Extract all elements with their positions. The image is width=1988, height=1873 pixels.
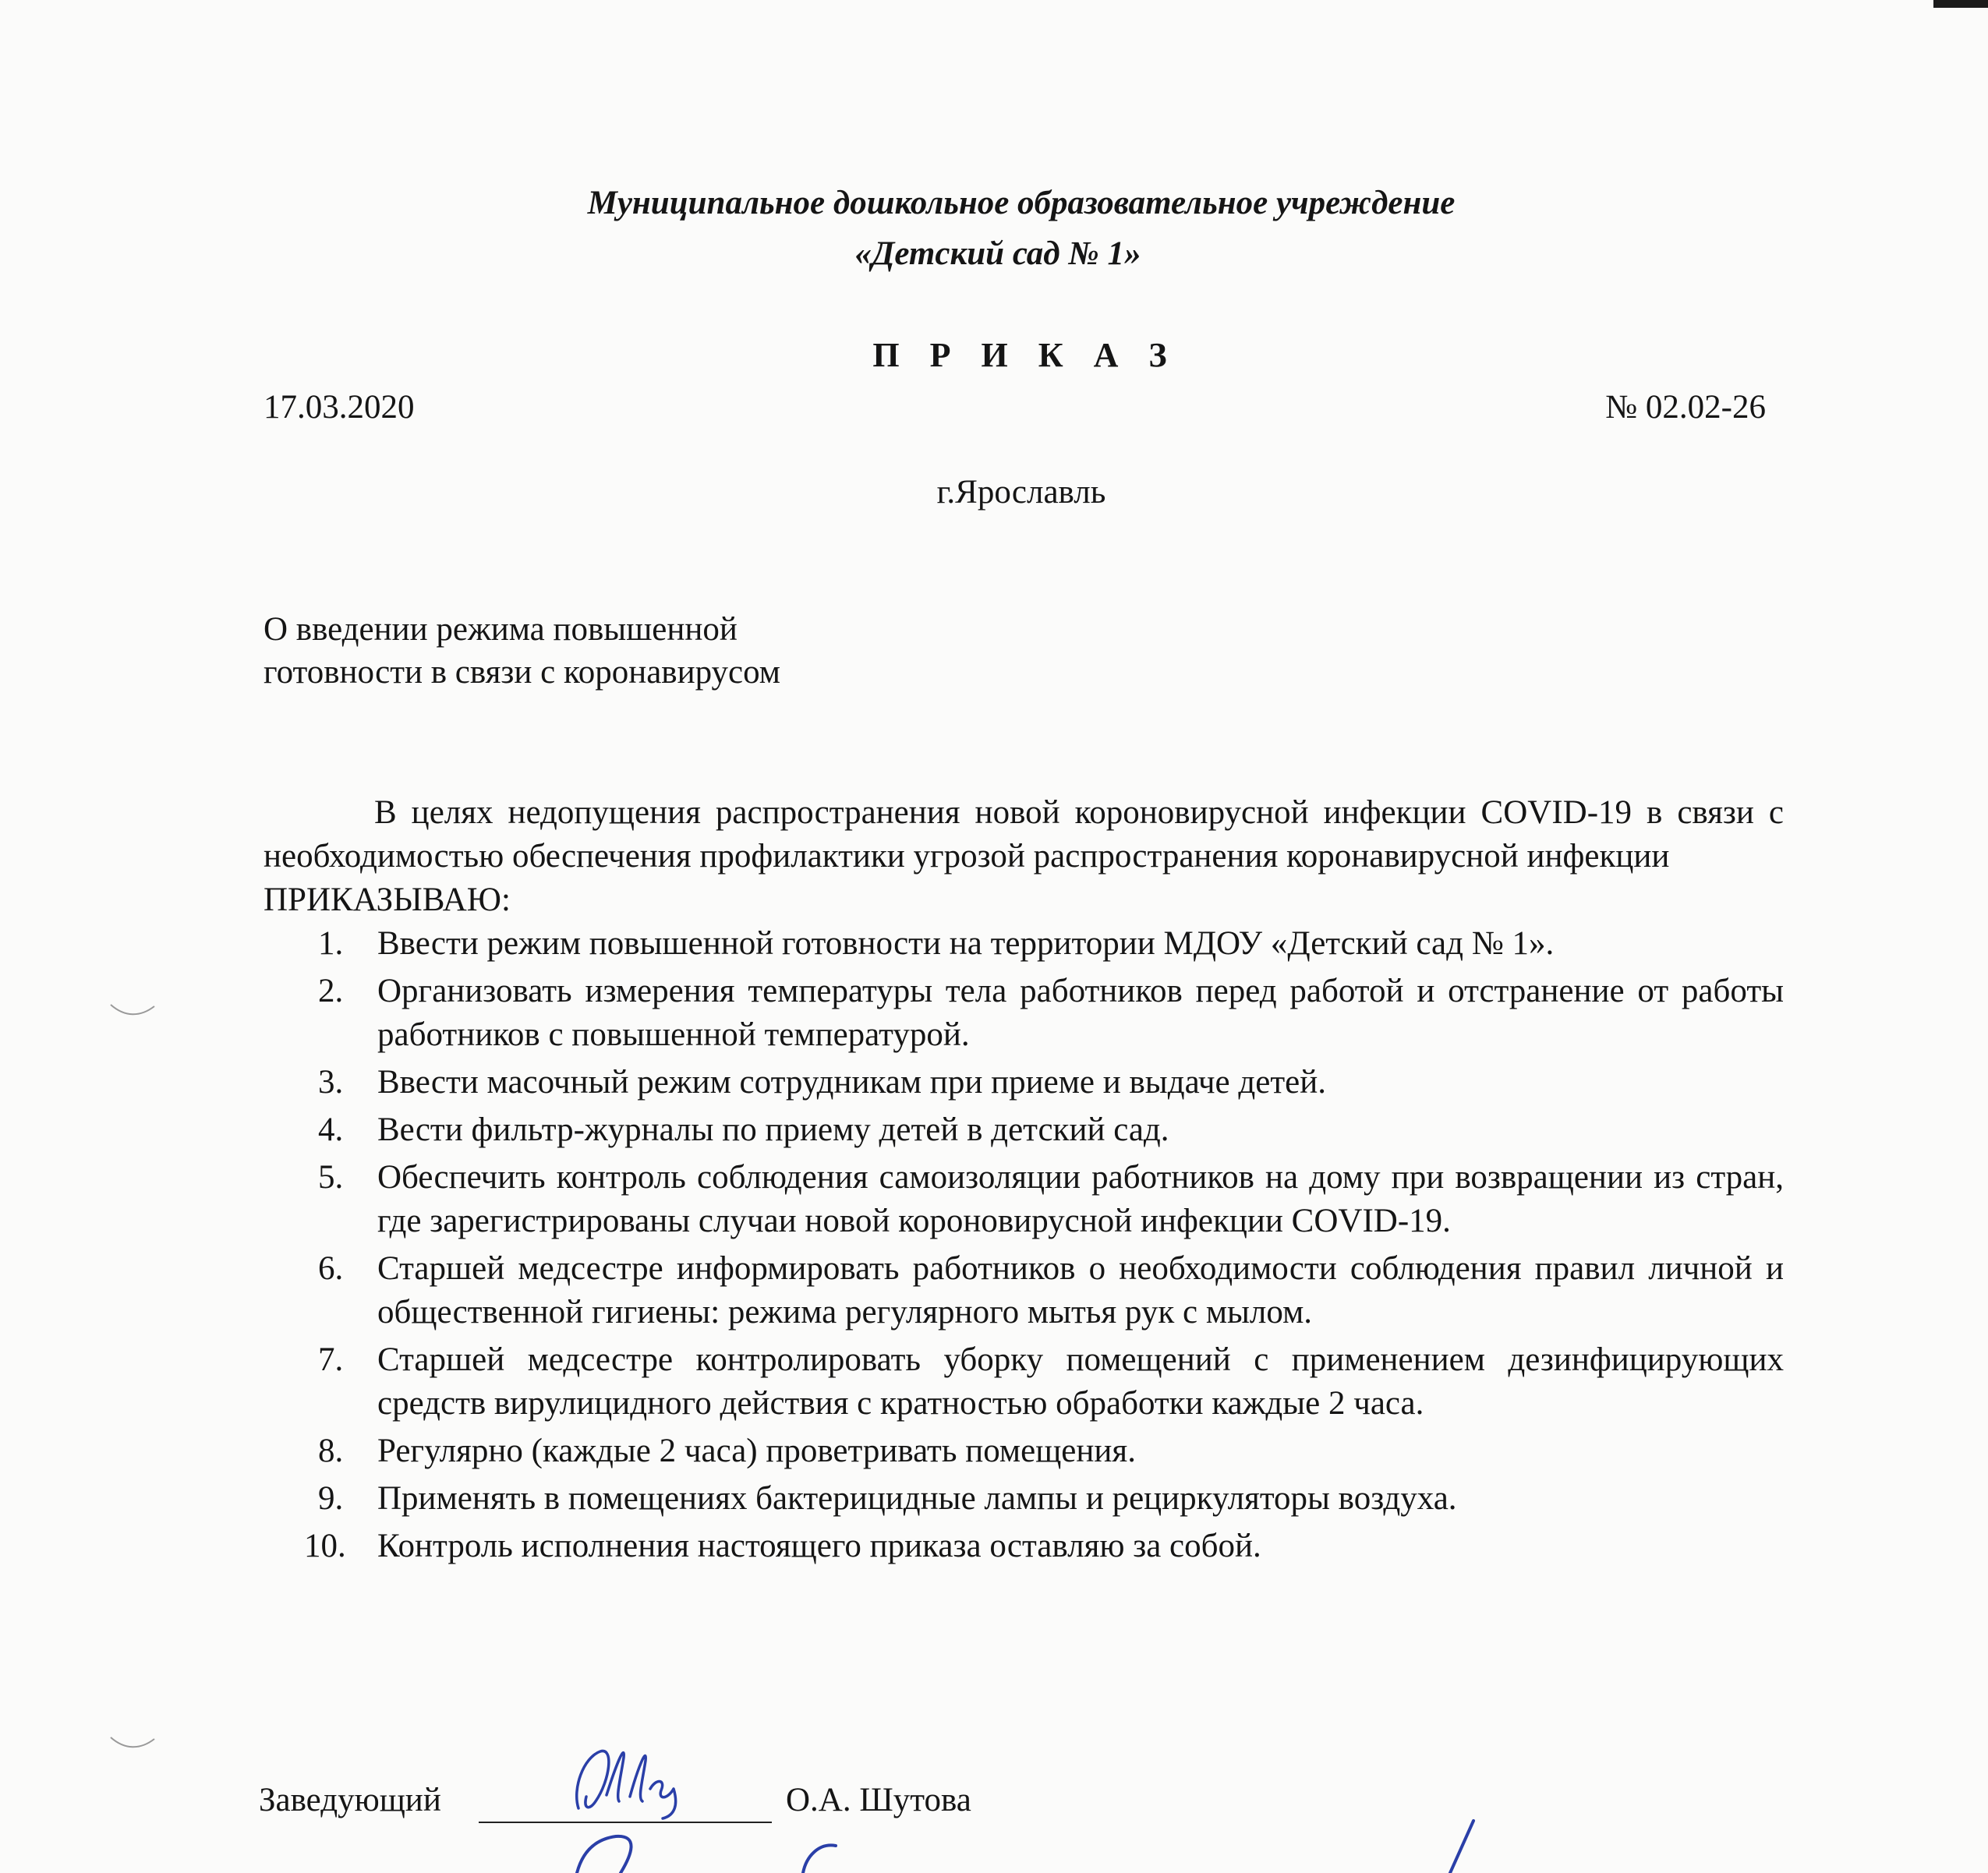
item-text: Регулярно (каждые 2 часа) проветривать помещения. xyxy=(377,1433,1136,1469)
document-number: № 02.02-26 xyxy=(1605,389,1766,426)
document-date: 17.03.2020 xyxy=(264,389,415,426)
order-item xyxy=(264,1156,1784,1243)
document-subject xyxy=(264,608,780,694)
item-text: Ввести масочный режим сотрудникам при приеме и выдаче детей. xyxy=(377,1064,1326,1101)
signer-name: О.А. Шутова xyxy=(786,1782,971,1818)
subject-line: О введении режима повышенной xyxy=(264,611,738,648)
item-text: Старшей медсестре информировать работников о необходимости соблюдения правил личной и общественной гигиены: режима регулярного мытья рук с мылом. xyxy=(377,1250,1784,1331)
order-item xyxy=(264,1061,1784,1104)
item-number: 9. xyxy=(318,1480,344,1517)
handwritten-signature xyxy=(569,1734,709,1820)
item-text: Контроль исполнения настоящего приказа оставляю за собой. xyxy=(377,1528,1261,1564)
signer-title: Заведующий xyxy=(259,1782,441,1818)
item-number: 6. xyxy=(318,1250,344,1287)
subject-line: готовности в связи с коронавирусом xyxy=(264,654,781,691)
item-text: Ввести режим повышенной готовности на территории МДОУ «Детский сад № 1». xyxy=(377,925,1555,962)
document-body xyxy=(264,791,1784,1572)
preamble-paragraph: В целях недопущения распространения новой короновирусной инфекции COVID-19 в связи с необходимостью обеспечения профилактики угрозой распространения коронавирусной инфекции xyxy=(264,794,1784,875)
document-city: г.Ярославль xyxy=(936,474,1106,511)
order-item xyxy=(264,970,1784,1057)
item-number: 4. xyxy=(318,1111,344,1148)
item-text: Организовать измерения температуры тела работников перед работой и отстранение от работы работников с повышенной температурой. xyxy=(377,973,1784,1053)
order-items-list xyxy=(264,922,1784,1568)
item-number: 2. xyxy=(318,973,344,1009)
item-text: Старшей медсестре контролировать уборку помещений с применением дезинфицирующих средств вирулицидного действия с кратностью обработки каждые 2 часа. xyxy=(377,1341,1784,1422)
item-number: 5. xyxy=(318,1159,344,1196)
item-text: Вести фильтр-журналы по приему детей в детский сад. xyxy=(377,1111,1169,1148)
scan-margin-mark xyxy=(109,1734,156,1753)
org-name-line2: «Детский сад № 1» xyxy=(854,235,1141,272)
document-type-title: П Р И К А З xyxy=(872,336,1178,374)
item-number: 7. xyxy=(318,1341,344,1378)
scan-corner-mark xyxy=(1933,0,1988,8)
order-item xyxy=(264,1108,1784,1152)
item-number: 10. xyxy=(304,1528,346,1564)
order-item xyxy=(264,1525,1784,1568)
order-item xyxy=(264,922,1784,966)
handwritten-ink-marks xyxy=(546,1816,1559,1873)
order-item xyxy=(264,1247,1784,1334)
item-text: Обеспечить контроль соблюдения самоизоляции работников на дому при возвращении из стран, где зарегистрированы случаи новой короновирусной инфекции COVID-19. xyxy=(377,1159,1784,1239)
order-item xyxy=(264,1477,1784,1521)
scan-margin-mark xyxy=(109,1002,156,1020)
item-number: 8. xyxy=(318,1433,344,1469)
order-word: ПРИКАЗЫВАЮ: xyxy=(264,882,511,918)
order-item xyxy=(264,1338,1784,1426)
item-number: 1. xyxy=(318,925,344,962)
item-text: Применять в помещениях бактерицидные лампы и рециркуляторы воздуха. xyxy=(377,1480,1457,1517)
org-name-line1: Муниципальное дошкольное образовательное учреждение xyxy=(587,185,1456,221)
item-number: 3. xyxy=(318,1064,344,1101)
order-item xyxy=(264,1429,1784,1473)
